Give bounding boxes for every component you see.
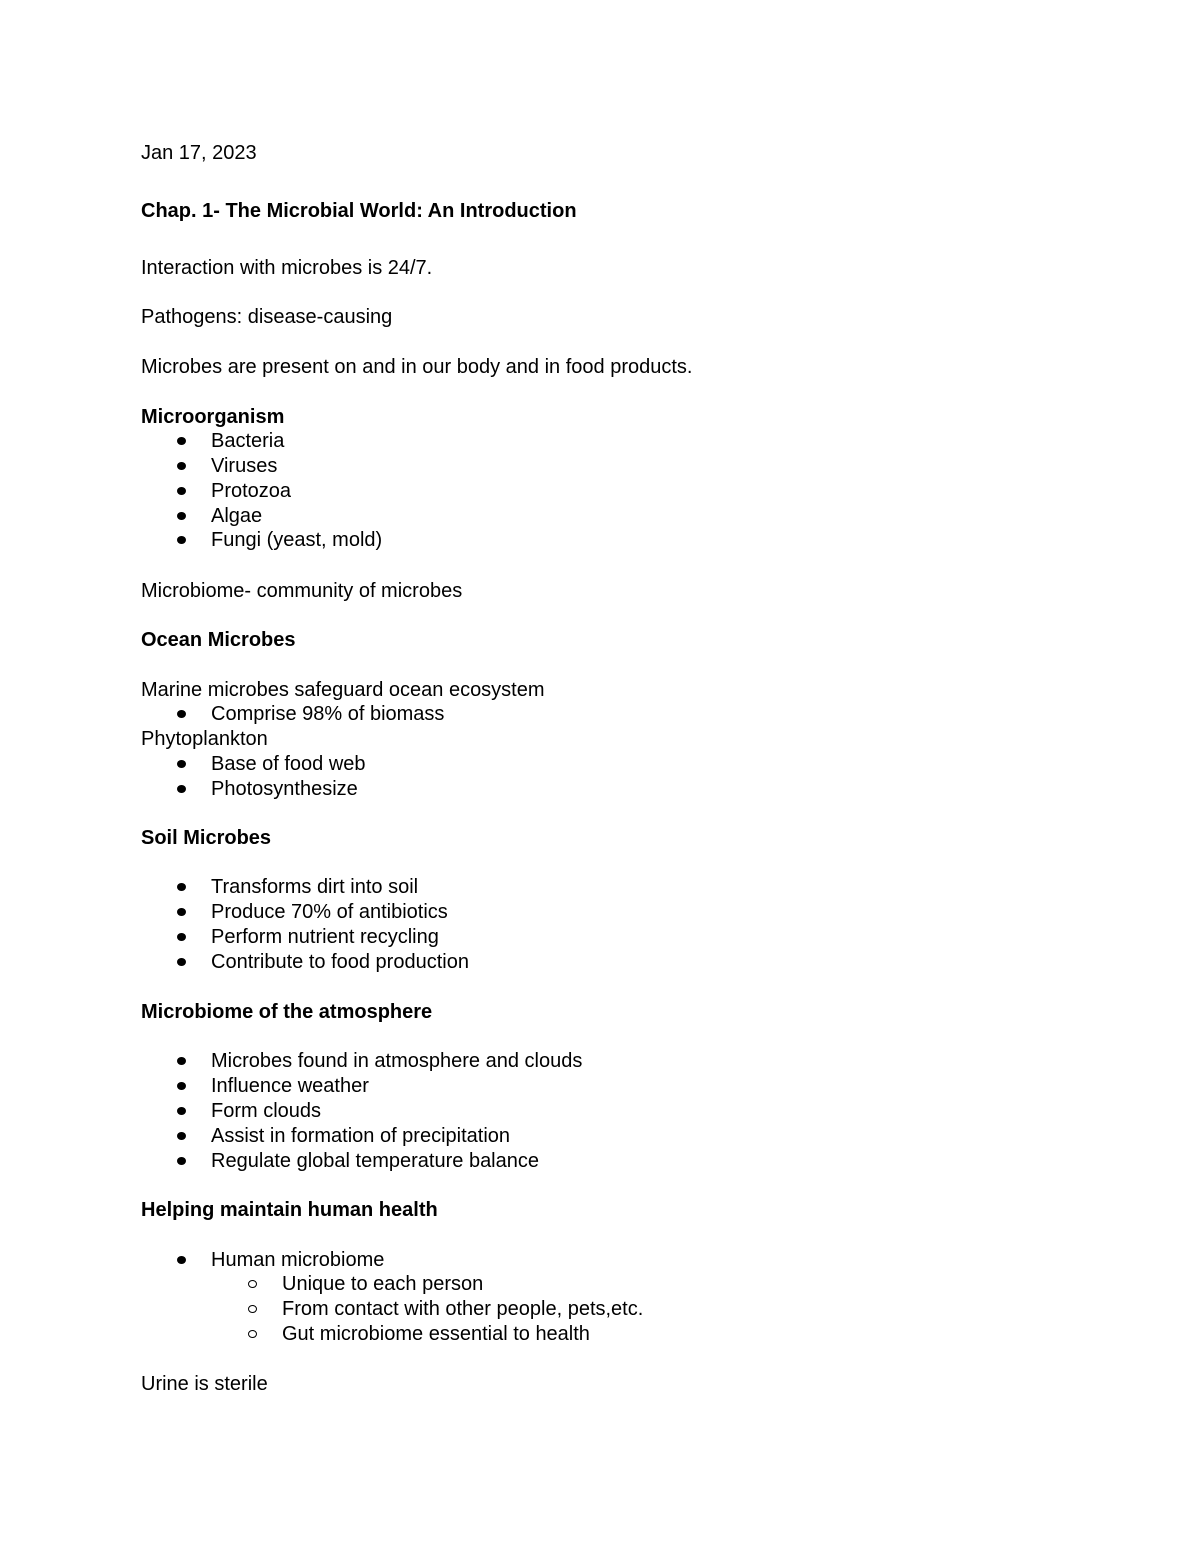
bullet-icon (177, 536, 186, 544)
bullet-icon (177, 908, 186, 916)
bullet-icon (177, 933, 186, 941)
microorganism-heading: Microorganism (141, 406, 285, 428)
hollow-bullet-icon (248, 1305, 257, 1313)
bullet-icon (177, 1157, 186, 1165)
chapter-title: Chap. 1- The Microbial World: An Introduction (141, 200, 577, 222)
list-item-text: Perform nutrient recycling (211, 926, 439, 948)
list-item-text: Base of food web (211, 753, 366, 775)
bullet-icon (177, 710, 186, 718)
list-item-text: Unique to each person (282, 1273, 484, 1295)
list-item-text: Assist in formation of precipitation (211, 1125, 511, 1147)
list-item-text: Produce 70% of antibiotics (211, 901, 448, 923)
bullet-icon (177, 462, 186, 470)
list-item-text: Microbes found in atmosphere and clouds (211, 1050, 583, 1072)
microbiome-definition: Microbiome- community of microbes (141, 580, 463, 602)
list-item-text: Photosynthesize (211, 778, 358, 800)
list-item-text: Contribute to food production (211, 951, 469, 973)
list-item-text: Bacteria (211, 430, 285, 452)
bullet-icon (177, 1256, 186, 1264)
intro-line-3: Microbes are present on and in our body and in food products. (141, 356, 693, 378)
atmosphere-heading: Microbiome of the atmosphere (141, 1001, 433, 1023)
bullet-icon (177, 958, 186, 966)
date-line: Jan 17, 2023 (141, 142, 257, 164)
ocean-heading: Ocean Microbes (141, 629, 296, 651)
list-item-text: Protozoa (211, 480, 292, 502)
list-item-text: Human microbiome (211, 1249, 385, 1271)
health-heading: Helping maintain human health (141, 1199, 438, 1221)
list-item-text: Viruses (211, 455, 278, 477)
bullet-icon (177, 437, 186, 445)
soil-heading: Soil Microbes (141, 827, 272, 849)
bullet-icon (177, 785, 186, 793)
hollow-bullet-icon (248, 1280, 257, 1288)
bullet-icon (177, 1107, 186, 1115)
list-item-text: Transforms dirt into soil (211, 876, 419, 898)
intro-line-1: Interaction with microbes is 24/7. (141, 257, 433, 279)
bullet-icon (177, 883, 186, 891)
list-item-text: Fungi (yeast, mold) (211, 529, 383, 551)
bullet-icon (177, 1082, 186, 1090)
list-item-text: Influence weather (211, 1075, 369, 1097)
bullet-icon (177, 1057, 186, 1065)
bullet-icon (177, 487, 186, 495)
bullet-icon (177, 512, 186, 520)
list-item-text: Form clouds (211, 1100, 322, 1122)
intro-line-2: Pathogens: disease-causing (141, 306, 393, 328)
list-item-text: From contact with other people, pets,etc. (282, 1298, 644, 1320)
list-item-text: Gut microbiome essential to health (282, 1323, 590, 1345)
phytoplankton-line: Phytoplankton (141, 728, 268, 750)
hollow-bullet-icon (248, 1330, 257, 1338)
bullet-icon (177, 760, 186, 768)
list-item-text: Regulate global temperature balance (211, 1150, 539, 1172)
list-item-text: Comprise 98% of biomass (211, 703, 445, 725)
marine-line: Marine microbes safeguard ocean ecosystem (141, 679, 545, 701)
closing-line: Urine is sterile (141, 1373, 268, 1395)
list-item-text: Algae (211, 505, 263, 527)
bullet-icon (177, 1132, 186, 1140)
